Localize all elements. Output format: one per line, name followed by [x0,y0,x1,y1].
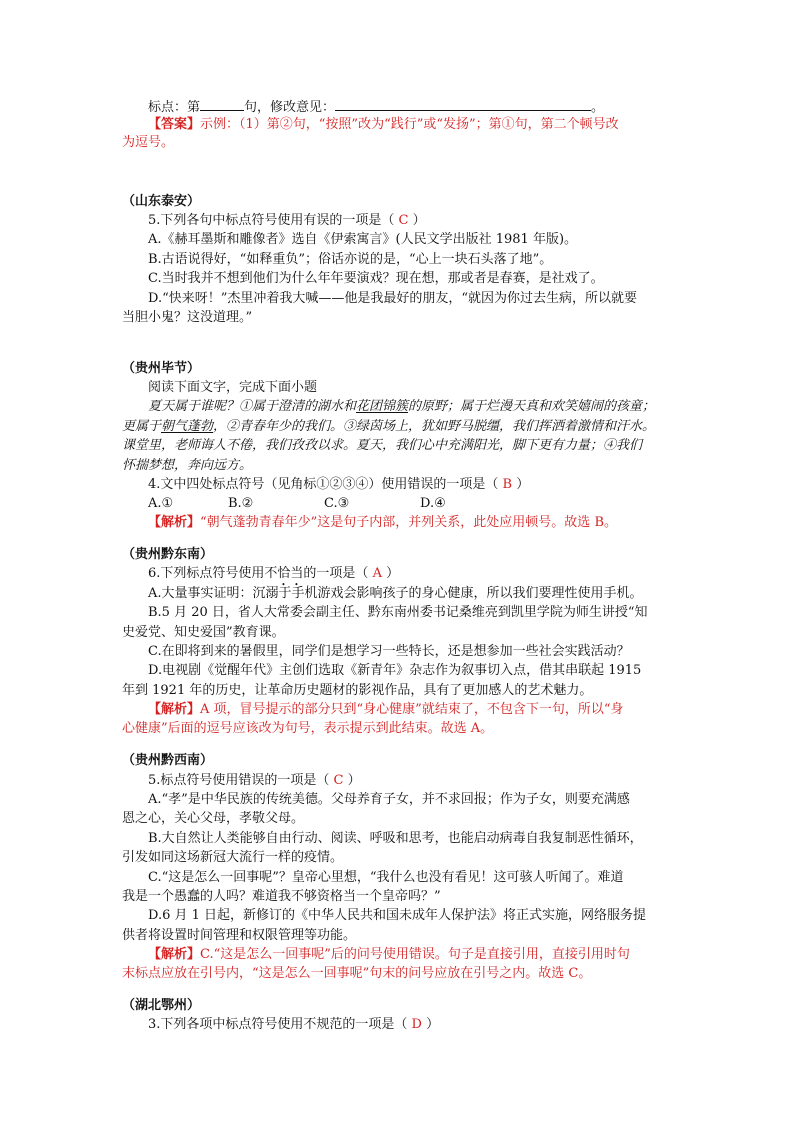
option-a: A.“孝”是中华民族的传统美德。父母养育子女，并不求回报；作为子女，则要充满感 [148,792,630,807]
prompt-text: 标点：第 [148,100,201,115]
option-d-cont: 供者将设置时间管理和权限管理等功能。 [122,928,357,943]
answer-line [148,116,619,134]
stem-text: ） [516,477,530,492]
region-heading: （贵州黔西南） [122,753,214,768]
passage-text: 夏天属于谁呢？①属于澄清的湖水和 [148,399,357,414]
underlined-phrase: 朝气蓬勃 [161,419,214,434]
analysis-text: “朝气蓬勃青春年少”这是句子内部，并列关系，此处应用顿号。故选 B。 [200,515,617,530]
option-b: B.古语说得好，“如释重负”；俗话亦说的是，“心上一块石头落了地”。 [148,252,553,267]
option-b-cont: 史爱党、知史爱国”教育课。 [122,625,285,640]
region-heading: （山东泰安） [122,194,201,209]
analysis-text: 末标点应放在引号内，“这是怎么一回事呢”句末的问号应放在引号之内。故选 C。 [122,966,592,981]
stem-text: ） [412,213,426,228]
option-d-cont: 年到 1921 年的历史，让革命历史题材的影视作品，具有了更加感人的艺术魅力。 [122,683,593,698]
prompt-text: 句，修改意见： [244,100,336,115]
analysis-text: C.“这是怎么一回事呢”后的问号使用错误。句子是直接引用，直接引用时句 [200,947,630,962]
region-heading: （贵州毕节） [122,361,201,376]
answer-letter: C [394,213,413,228]
passage-text: 更属于 [122,419,162,434]
sentence-number-blank[interactable] [200,97,244,111]
answer-letter: B [498,477,517,492]
question-stem [148,1016,439,1034]
revision-blank[interactable] [335,97,591,111]
region-heading: （贵州黔东南） [122,547,214,562]
stem-text: ） [386,566,400,581]
fill-blank-prompt [148,97,604,117]
question-stem [148,772,361,790]
stem-text: 的一项是（ [303,566,369,581]
passage-text: 的原野；属于烂漫天真和欢笑嬉闹的孩童； [408,399,656,414]
options-row [148,495,446,513]
analysis-label: 【解析】 [148,947,201,962]
option-c: C.在即将到来的暑假里，同学们是想学习一些特长，还是想参加一些社会实践活动？ [148,644,630,659]
analysis-label: 【解析】 [148,515,201,530]
region-heading: （湖北鄂州） [122,998,201,1013]
stem-text: 5.下列各句中标点符号使用有误的一项是（ [148,213,395,228]
stem-text: ） [426,1017,440,1032]
option-d: D.“快来呀！”杰里冲着我大喊——他是我最好的朋友，“就因为你过去生病，所以就要 [148,291,638,306]
reading-intro: 阅读下面文字，完成下面小题 [148,380,318,395]
stem-text: 6.下列标点符号使用不 [148,566,278,581]
analysis-text: A 项，冒号提示的部分只到“身心健康”就结束了，不包含下一句，所以“身 [200,702,624,717]
passage-line: 怀揣梦想，奔向远方。 [122,458,253,473]
stem-text: 3.下列各项中标点符号使用不规范的一项是（ [148,1017,408,1032]
option-d-cont: 当胆小鬼？这没道理。” [122,310,253,325]
question-stem [148,212,426,230]
answer-letter: C [329,773,348,788]
underlined-phrase: 花团锦簇 [356,399,409,414]
answer-letter: A [368,566,387,581]
answer-label: 【答案】 [148,117,201,132]
prompt-text: 。 [591,100,605,115]
option-a: A.大量事实证明：沉溺于手机游戏会影响孩子的身心健康，所以我们要理性使用手机。 [148,586,643,601]
option-c-cont: 我是一个愚蠢的人吗？难道我不够资格当一个皇帝吗？” [122,889,441,904]
passage-line [122,418,655,436]
stem-text: 5.标点符号使用错误的一项是（ [148,773,330,788]
passage-line: 课堂里，老师诲人不倦，我们孜孜以求。夏天，我们心中充满阳光，脚下更有力量；④我们 [122,438,643,453]
analysis-label: 【解析】 [148,702,201,717]
stem-text: 4.文中四处标点符号（见角标①②③④）使用错误的一项是（ [148,477,499,492]
passage-line [148,398,655,416]
option-b: B.② [228,496,254,511]
option-c: C.当时我并不想到他们为什么年年要演戏？现在想，那或者是春赛，是社戏了。 [148,271,604,286]
answer-letter: D [407,1017,427,1032]
option-a-cont: 恩之心，关心父母，孝敬父母。 [122,811,305,826]
option-d: D.④ [420,496,446,511]
emphasized-word: 恰当 [277,566,304,581]
analysis-line [148,946,630,964]
option-b: B.大自然让人类能够自由行动、阅读、呼吸和思考，也能启动病毒自我复制恶性循环， [148,831,643,846]
passage-text: ，②青春年少的我们。③绿茵场上，犹如野马脱缰，我们挥洒着激情和汗水。 [213,419,656,434]
answer-text: 示例：（1）第②句，“按照”改为“践行”或“发扬”；第①句，第二个顿号改 [200,117,619,132]
question-stem [148,476,529,494]
analysis-line [148,514,617,532]
option-b-cont: 引发如同这场新冠大流行一样的疫情。 [122,850,344,865]
option-b: B.5 月 20 日，省人大常委会副主任、黔东南州委书记桑维亮到凯里学院为师生讲授“知 [148,605,648,620]
analysis-text: 心健康”后面的逗号应该改为句号，表示提示到此结束。故选 A。 [122,721,494,736]
option-a: A.① [148,496,174,511]
stem-text: ） [347,773,361,788]
option-c: C.③ [324,496,350,511]
analysis-line [148,701,623,719]
option-a: A.《赫耳墨斯和雕像者》选自《伊索寓言》(人民文学出版社 1981 年版)。 [148,232,578,247]
answer-text: 为逗号。 [122,135,175,150]
option-d: D.6 月 1 日起，新修订的《中华人民共和国未成年人保护法》将正式实施，网络服务提 [148,908,647,923]
option-d: D.电视剧《觉醒年代》主创们选取《新青年》杂志作为叙事切入点，借其串联起 1915 [148,663,642,678]
option-c: C.“这是怎么一回事呢”？皇帝心里想，“我什么也没有看见！这可骇人听闻了。难道 [148,870,624,885]
